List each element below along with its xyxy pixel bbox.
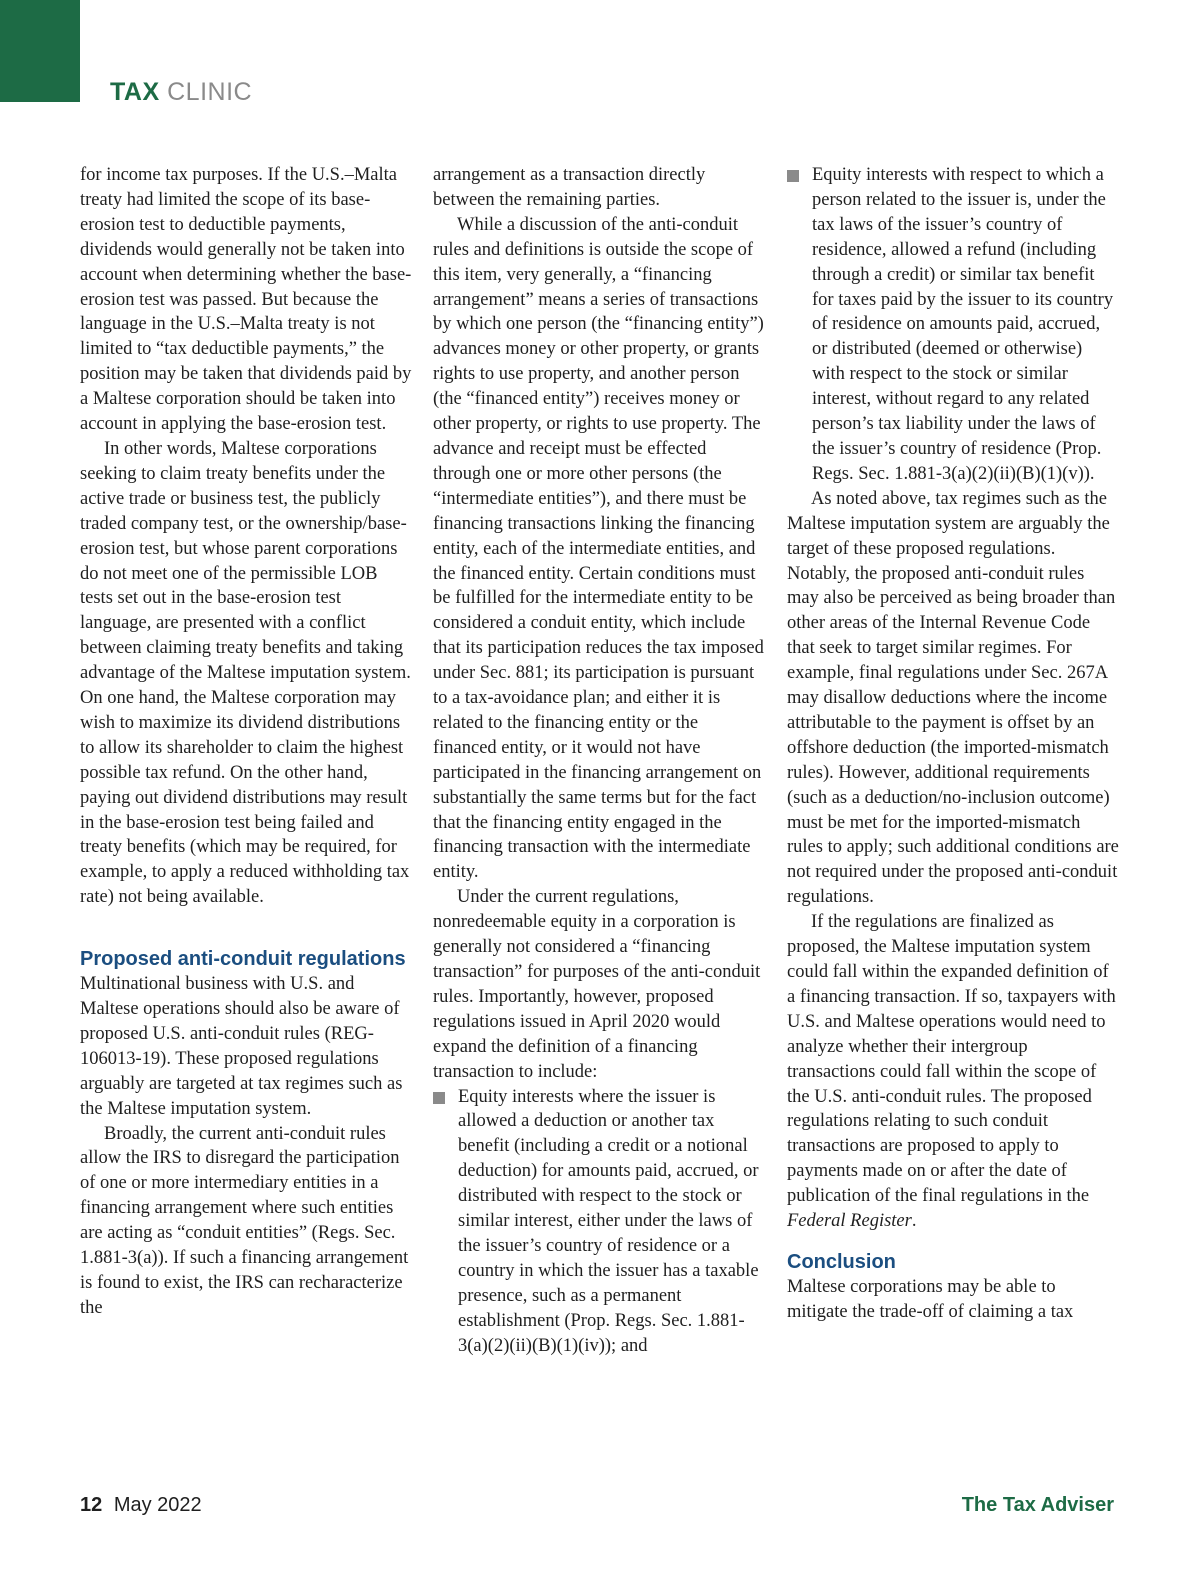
column-3 <box>787 163 1119 1325</box>
paragraph: While a discussion of the anti-conduit rules and definitions is outside the scope of this item, very generally, a “financing arrangement” means a series of transactions by which one person (the “financing entity”) advances money or other property, or grants rights to use property, and another person (the “financed entity”) receives money or other property, or rights to use property. The advance and receipt must be effected through one or more other persons (the “intermediate entities”), and there must be financing transactions linking the financing entity, each of the intermediate entities, and the financed entity. Certain conditions must be fulfilled for the intermediate entity to be considered a conduit entity, which include that its participation reduces the tax imposed under Sec. 881; its participation is pursuant to a tax-avoidance plan; and either it is related to the financing entity or the financed entity, or it would not have participated in the financing arrangement on substantially the same terms but for the fact that the financing entity engaged in the financing transaction with the intermediate entity. <box>433 214 764 883</box>
paragraph: arrangement as a transaction directly between the remaining parties. <box>433 165 706 210</box>
column-1 <box>80 163 412 1321</box>
bullet-square-icon <box>433 1092 445 1104</box>
paragraph: Multinational business with U.S. and Maltese operations should also be aware of proposed U.S. anti-conduit rules (REG-106013-19). These proposed regulations arguably are targeted at tax regimes such as the Maltese imputation system. <box>80 974 403 1119</box>
column-2 <box>433 163 765 1359</box>
footer-page-info <box>80 1494 202 1517</box>
paragraph: Under the current regulations, nonredeemable equity in a corporation is generally not considered a “financing transaction” for purposes of the anti-conduit rules. Importantly, however, proposed regulations issued in April 2020 would expand the definition of a financing transaction to include: <box>433 887 761 1082</box>
page-number: 12 <box>80 1494 103 1516</box>
bullet-item <box>433 1085 765 1359</box>
paragraph: Broadly, the current anti-conduit rules allow the IRS to disregard the participation of one or more intermediary entities in a financing arrangement where such entities are acting as “conduit entities” (Regs. Sec. 1.881-3(a)). If such a financing arrangement is found to exist, the IRS can recharacterize the <box>80 1123 409 1318</box>
paragraph-text-end: . <box>911 1211 917 1232</box>
section-heading-anti-conduit: Proposed anti-conduit regulations <box>80 948 406 971</box>
issue-date: May 2022 <box>113 1494 202 1516</box>
corner-color-block <box>0 0 80 102</box>
paragraph <box>787 910 1119 1234</box>
bullet-text: Equity interests where the issuer is allowed a deduction or another tax benefit (including a credit or a notional deduction) for amounts paid, accrued, or distributed with respect to the stock or similar interest, either under the laws of the issuer’s country of residence or a country in which the issuer has a taxable presence, such as a permanent establishment (Prop. Regs. Sec. 1.881-3(a)(2)(ii)(B)(1)(iv)); and <box>458 1086 759 1356</box>
bullet-text: Equity interests with respect to which a person related to the issuer is, under the tax laws of the issuer’s country of residence, allowed a refund (including through a credit) or similar tax benefit for taxes paid by the issuer to its country of residence on amounts paid, accrued, or distributed (deemed or otherwise) with respect to the stock or similar interest, without regard to any related person’s tax liability under the laws of the issuer’s country of residence (Prop. Regs. Sec. 1.881-3(a)(2)(ii)(B)(1)(v)). <box>812 165 1114 484</box>
section-header-light: CLINIC <box>167 78 253 106</box>
paragraph: In other words, Maltese corporations seeking to claim treaty benefits under the active trade or business test, the publicly traded company test, or the ownership/base-erosion test, but whose parent corporations do not meet one of the permissible LOB tests set out in the base-erosion test language, are presented with a conflict between claiming treaty benefits and taking advantage of the Maltese imputation system. On one hand, the Maltese corporation may wish to maximize its dividend distributions to allow its shareholder to claim the highest possible tax refund. On the other hand, paying out dividend distributions may result in the base-erosion test being failed and treaty benefits (which may be required, for example, to apply a reduced withholding tax rate) not being available. <box>80 438 411 908</box>
paragraph: As noted above, tax regimes such as the Maltese imputation system are arguably the target of these proposed regulations. Notably, the proposed anti-conduit rules may also be perceived as being broader than other areas of the Internal Revenue Code that seek to target similar regimes. For example, final regulations under Sec. 267A may disallow deductions where the income attributable to the payment is offset by an offshore deduction (the imported-mismatch rules). However, additional requirements (such as a deduction/no-inclusion outcome) must be met for the imported-mismatch rules to apply; such additional conditions are not required under the proposed anti-conduit regulations. <box>787 488 1119 908</box>
paragraph-text: If the regulations are finalized as proposed, the Maltese imputation system could fall within the expanded definition of a financing transaction. If so, taxpayers with U.S. and Maltese operations would need to analyze whether their intergroup transactions could fall within the scope of the U.S. anti-conduit rules. The proposed regulations relating to such conduit transactions are proposed to apply to payments made on or after the date of publication of the final regulations in the <box>787 912 1116 1207</box>
bullet-item <box>787 163 1119 487</box>
bullet-square-icon <box>787 170 799 182</box>
section-header-bold: TAX <box>110 78 160 106</box>
federal-register-italic: Federal Register <box>787 1211 912 1232</box>
paragraph: for income tax purposes. If the U.S.–Malta treaty had limited the scope of its base-erosion test to deductible payments, dividends would generally not be taken into account when determining whether the base-erosion test was passed. But because the language in the U.S.–Malta treaty is not limited to “tax deductible payments,” the position may be taken that dividends paid by a Maltese corporation should be taken into account in applying the base-erosion test. <box>80 165 412 435</box>
section-heading-conclusion: Conclusion <box>787 1250 896 1273</box>
section-header <box>110 78 252 107</box>
paragraph: Maltese corporations may be able to mitigate the trade-off of claiming a tax <box>787 1276 1074 1322</box>
publication-name: The Tax Adviser <box>961 1494 1114 1516</box>
